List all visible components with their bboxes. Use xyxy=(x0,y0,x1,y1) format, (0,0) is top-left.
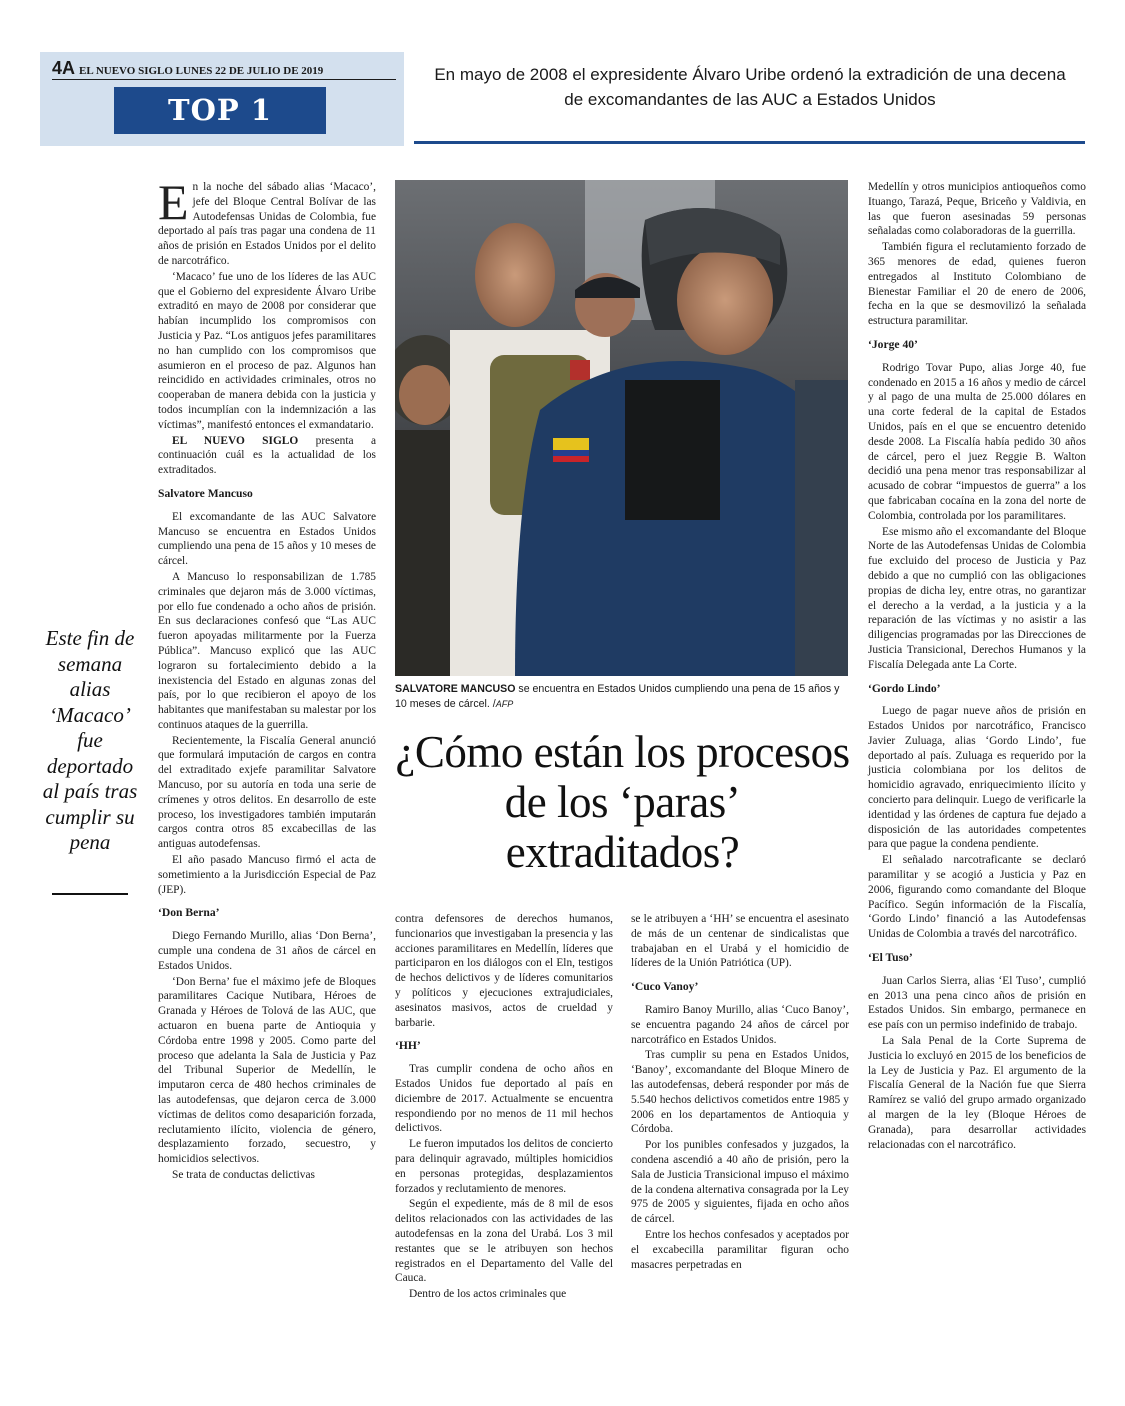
paragraph: Medellín y otros municipios antioqueños como Ituango, Tarazá, Peque, Briceño y Valdivia, en las que fueron asesinadas 59 personas señaladas como colaboradoras de la guerrilla. xyxy=(868,181,1086,238)
paragraph: contra defensores de derechos humanos, funcionarios que investigaban la presencia y las acciones paramilitares en Medellín, líderes que participaron en los diálogos con el Eln, testigos de hechos delictivos y de líderes comunitarios y políticos y ejecuciones extrajudiciales, asesinatos masivos, actos de crueldad y barbarie. xyxy=(395,913,613,1029)
column-3 xyxy=(631,912,849,1273)
subhead-gordo-lindo: ‘Gordo Lindo’ xyxy=(868,681,941,695)
paragraph: Recientemente, la Fiscalía General anunció que formulará imputación de cargos en contra del extraditado exjefe paramilitar Salvatore Mancuso, por su autoría en toda una serie de crímenes y otros delitos. En desarrollo de este proceso, los investigadores también imputarán cargos contra otros 85 excabecillas de las antiguas autodefensas. xyxy=(158,734,376,851)
paragraph: La Sala Penal de la Corte Suprema de Justicia lo excluyó en 2015 de los beneficios de la Ley de Justicia y Paz. El argumento de la Fiscalía General de la Nación fue que Sierra Ramírez se valió del grupo armado organizado al margen de la ley (Bloque Héroes de Granada), para desarrollar actividades relacionadas con el narcotráfico. xyxy=(868,1035,1086,1151)
paragraph: Juan Carlos Sierra, alias ‘El Tuso’, cumplió en 2013 una pena cinco años de prisión en Estados Unidos. Sin embargo, permanece en ese país con un permiso indefinido de trabajo. xyxy=(868,974,1086,1032)
paragraph: Tras cumplir su pena en Estados Unidos, ‘Banoy’, excomandante del Bloque Minero de las autodefensas, deberá responder por más de 5.540 hechos delictivos cometidos entre 1985 y 2006 en los departamentos de Antioquia y Córdoba. xyxy=(631,1049,849,1136)
paragraph: se le atribuyen a ‘HH’ se encuentra el asesinato de más de un centenar de sindicalistas que trabajaban en el Urabá y el homicidio de líderes de la Unión Patriótica (UP). xyxy=(631,913,849,970)
paragraph: A Mancuso lo responsabilizan de 1.785 criminales que dejaron más de 3.000 víctimas, por ello fue condenado a ocho años de prisión. En sus declaraciones confesó que “Las AUC fueron apoyadas militarmente por la Fuerza Pública”. Mancuso explicó que las AUC lograron su fortalecimiento debido a la inexistencia del Estado en algunas zonas del país, por lo que recibieron el apoyo de los habitantes que manifestaban su malestar por los continuos ataques de la guerrilla. xyxy=(158,570,376,731)
subhead-hh: ‘HH’ xyxy=(395,1039,421,1053)
paragraph: Diego Fernando Murillo, alias ‘Don Berna’, cumple una condena de 31 años de cárcel en Estados Unidos. xyxy=(158,930,376,972)
paragraph: El año pasado Mancuso firmó el acta de sometimiento a la Jurisdicción Especial de Paz (JEP). xyxy=(158,854,376,896)
subhead-el-tuso: ‘El Tuso’ xyxy=(868,951,913,965)
subhead-jorge-40: ‘Jorge 40’ xyxy=(868,337,918,351)
news-photo xyxy=(395,180,848,676)
column-1 xyxy=(158,174,376,1184)
paragraph: Ramiro Banoy Murillo, alias ‘Cuco Banoy’, se encuentra pagando 24 años de cárcel por narcotráfico en Estados Unidos. xyxy=(631,1003,849,1046)
article-deck: En mayo de 2008 el expresidente Álvaro Uribe ordenó la extradición de una decena de excomandantes de las AUC a Estados Unidos xyxy=(434,65,1066,109)
drop-cap: E xyxy=(158,174,189,230)
paragraph: Luego de pagar nueve años de prisión en Estados Unidos por narcotráfico, Francisco Javier Zuluaga, alias ‘Gordo Lindo’, fue deportado al país. Zuluaga es requerido por la justicia colombiana por los delitos de homicidio agravado, enriquecimiento ilícito y concierto para delinquir. Luego de verificarle la identidad y las órdenes de captura fue dejado a disposición de las autoridades competentes para que pague la condena pendiente. xyxy=(868,705,1086,851)
subhead-mancuso: Salvatore Mancuso xyxy=(158,486,253,500)
paragraph: Tras cumplir condena de ocho años en Estados Unidos fue deportado al país en diciembre de 2017. Actualmente se encuentra respondiendo por no menos de 11 mil hechos delictivos. xyxy=(395,1063,613,1135)
paragraph: Rodrigo Tovar Pupo, alias Jorge 40, fue condenado en 2015 a 16 años y medio de cárcel y al pago de una multa de 25.000 dólares en una corte federal de la capital de Estados Unidos, país en el que se encuentro detenido desde 2008. La Fiscalía había pedido 30 años de cárcel, pero el juez Reggie B. Walton decidió una pena menor tras responsabilizar al acusado de cobrar “impuestos de guerra” a los que fabricaban cocaína en la zona del norte de Colombia, controlada por los paramilitares. xyxy=(868,361,1086,522)
section-badge: TOP 1 xyxy=(114,87,326,134)
subhead-don-berna: ‘Don Berna’ xyxy=(158,906,220,920)
subhead-cuco-vanoy: ‘Cuco Vanoy’ xyxy=(631,980,699,994)
photo-caption: SALVATORE MANCUSO se encuentra en Estados Unidos cumpliendo una pena de 15 años y 10 meses de cárcel. /AFP xyxy=(395,683,840,710)
paragraph: Por los punibles confesados y juzgados, la condena ascendió a 40 año de prisión, pero la Sala de Justicia Transicional impuso el máximo de la condena alternativa consagrada por la Ley 975 de 2005 y siguientes, fijada en ocho años de cárcel. xyxy=(631,1139,849,1226)
paragraph: Ese mismo año el excomandante del Bloque Norte de las Autodefensas Unidas de Colombia fue excluido del proceso de Justicia y Paz debido a que no cumplió con las obligaciones propias de dicha ley, entre otras, no garantizar el derecho a la verdad, a la justicia y a la reparación de las víctimas y no asistir a las diligencias programadas por las Direcciones de Justicia Transicional, Derechos Humanos y la Fiscalía Delegada ante La Corte. xyxy=(868,525,1086,671)
paragraph: EL NUEVO SIGLO presenta a continuación cuál es la actualidad de los extraditados. xyxy=(158,434,376,477)
publication-date-line: EL NUEVO SIGLO LUNES 22 DE JULIO DE 2019 xyxy=(79,65,324,77)
paragraph: Según el expediente, más de 8 mil de esos delitos relacionados con las actividades de las autodefensas en la zona del Urabá. Los 3 mil restantes que se le atribuyen son hechos registrados en el Departamento del Valle del Cauca. xyxy=(395,1198,613,1285)
paragraph: ‘Macaco’ fue uno de los líderes de las AUC que el Gobierno del expresidente Álvaro Uribe extraditó en mayo de 2008 por considerar que habían incumplido los compromisos con Justicia y Paz. “Los antiguos jefes paramilitares no han cumplido con los compromisos que asumieron en el proceso de paz. Algunos han reincidido en actividades criminales, otros no cooperaban de manera debida con la justicia y todos incumplían con la indemnización a las víctimas”, manifestó entonces el exmandatario. xyxy=(158,270,376,431)
photo-illustration xyxy=(395,180,848,676)
caption-name: SALVATORE MANCUSO xyxy=(395,683,516,695)
deck-divider xyxy=(414,141,1085,144)
column-2 xyxy=(395,912,613,1303)
lead-paragraph: En la noche del sábado alias ‘Macaco’, jefe del Bloque Central Bolívar de las Autodefensas Unidas de Colombia, fue deportado al país tras pagar una condena de 11 años de prisión en Estados Unidos por el delito de narcotráfico. xyxy=(158,174,376,267)
paragraph: El señalado narcotraficante se declaró paramilitar y se acogió a Justicia y Paz en 2006, figurando como comandante del Bloque Pacífico. Según información de la Fiscalía, ‘Gordo Lindo’ financió a las Autodefensas Unidas de Colombia a través del narcotráfico. xyxy=(868,854,1086,941)
pull-quote: Este fin de semana alias ‘Macaco’ fue deportado al país tras cumplir su pena xyxy=(42,626,138,854)
paragraph: El excomandante de las AUC Salvatore Mancuso se encuentra en Estados Unidos cumpliendo una pena de 15 años y 10 meses de cárcel. xyxy=(158,510,376,568)
paragraph: Le fueron imputados los delitos de concierto para delinquir agravado, múltiples homicidios en personas protegidas, desplazamientos forzados y reclutamiento de menores. xyxy=(395,1138,613,1195)
paragraph: Dentro de los actos criminales que xyxy=(409,1288,567,1301)
paragraph: Entre los hechos confesados y aceptados por el excabecilla paramilitar figuran ocho masacres perpetradas en xyxy=(631,1228,849,1271)
page-number: 4A xyxy=(52,58,76,78)
folio-line xyxy=(52,58,396,80)
paragraph: También figura el reclutamiento forzado de 365 menores de edad, quienes fueron entregados al Instituto Colombiano de Bienestar Familiar el 20 de enero de 2006, fecha en la que se desmovilizó la señalada estructura paramilitar. xyxy=(868,241,1086,328)
photo-credit: AFP xyxy=(495,698,514,709)
headline: ¿Cómo están los procesos de los ‘paras’ extraditados? xyxy=(395,727,850,877)
pull-quote-rule xyxy=(52,893,128,895)
paragraph: Se trata de conductas delictivas xyxy=(172,1169,315,1181)
publication-name: EL NUEVO SIGLO xyxy=(172,434,299,447)
column-4 xyxy=(868,180,1086,1153)
paragraph: ‘Don Berna’ fue el máximo jefe de Bloques paramilitares Cacique Nutibara, Héroes de Granada y Héroes de Tolová de las AUC, que actuaron en buena parte de Antioquia y Córdoba entre 1998 y 2005. Como parte del proceso que adelanta la Sala de Justicia y Paz del Tribunal Superior de Medellín, le imputaron cerca de 480 hechos criminales de las autodefensas, que dejaron cerca de 3.000 víctimas de delitos como desaparición forzada, reclutamiento ilícito, violencia de género, desplazamiento forzado, secuestro, y homicidios selectivos. xyxy=(158,975,376,1166)
